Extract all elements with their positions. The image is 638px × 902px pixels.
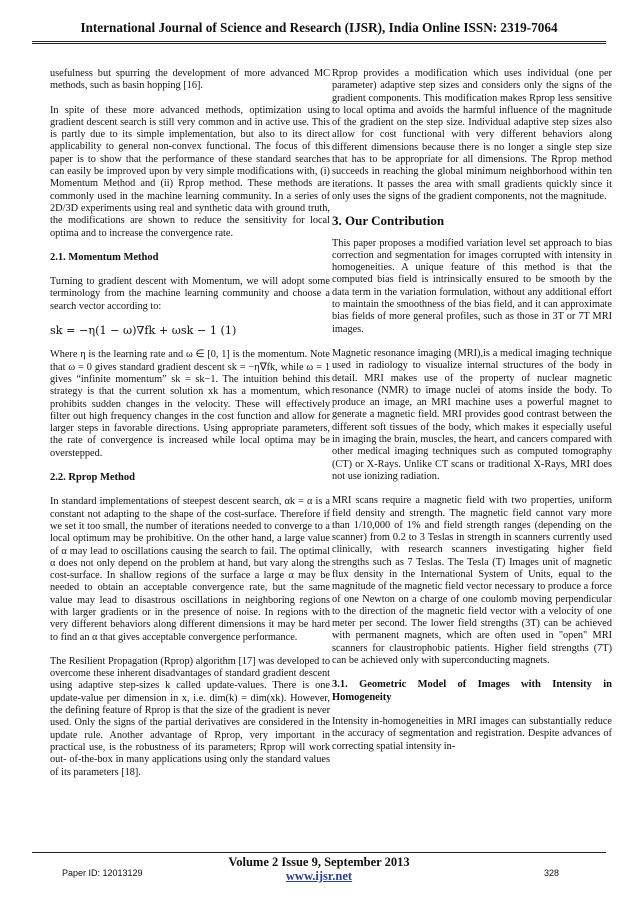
- paragraph: Magnetic resonance imaging (MRI),is a medical imaging technique used in radiology to visualize internal structures of the body in detail. MRI makes use of the property of nuclear magnetic resonance (NMR) to image nuclei of atoms inside the body. To produce an image, an MRI machine uses a powerful magnet to generate a magnetic field. MRI provides good contrast between the different soft tissues of the body, which makes it especially useful in imaging the brain, muscles, the heart, and cancers compared with other medical imaging techniques such as computed tomography (CT) or X-Rays. Unlike CT scans or traditional X-Rays, MRI does not use ionizing radiation.: [332, 347, 612, 482]
- paragraph: MRI scans require a magnetic field with two properties, uniform field density and strength. The magnetic field cannot vary more than 1/10,000 of 1% and field strength ranges (depending on the scanner) from 0.2 to 3 Teslas in strength in scanners currently used clinically, with research scanners investigating higher field strengths such as 7 Teslas. The Tesla (T) Images unit of magnetic flux density in the International System of Units, equal to the magnitude of the magnetic field vector necessary to produce a force of one Newton on a charge of one coulomb moving perpendicular to the direction of the magnetic field vector with a velocity of one meter per second. The lower field strengths (3T) can be achieved with permanent magnets, which are often used in "open" MRI scanners for claustrophobic patients. Higher field strengths (7T) can be achieved only with superconducting magnets.: [332, 495, 612, 667]
- section-heading-contribution: 3. Our Contribution: [332, 213, 445, 229]
- left-column: [50, 68, 330, 791]
- section-heading-rprop: 2.2. Rprop Method: [50, 472, 135, 484]
- footer-rule: [32, 852, 606, 853]
- equation-1: sk = −η(1 − ω)∇fk + ωsk − 1 (1): [50, 324, 237, 338]
- journal-header: International Journal of Science and Research (IJSR), India Online ISSN: 2319-7064: [80, 20, 558, 35]
- paragraph: The Resilient Propagation (Rprop) algorithm [17] was developed to overcome these inherent disadvantages of standard gradient descent using adaptive step-sizes k called update-values. There is one update-value per dimension in x, i.e. dim(k) = dim(xk). However, the defining feature of Rprop is that the size of the gradient is never used. Only the signs of the partial derivatives are considered in the update rule. Another advantage of Rprop, very important in practical use, is the robustness of its parameters; Rprop will work out- of-the-box in many applications using only the standard values of its parameters [18].: [50, 655, 330, 778]
- paragraph: In standard implementations of steepest descent search, αk = α is a constant not adapting to the shape of the cost-surface. Therefore if we set it too small, the number of iterations needed to converge to a local optimum may be prohibitive. On the other hand, a large value of α may lead to oscillations causing the search to fail. The optimal α does not only depend on the problem at hand, but vary along the cost-surface. In shallow regions of the surface a large α may be needed to obtain an acceptable convergence rate, but the same value may lead to disastrous oscillations in neighboring regions with larger gradients or in the presence of noise. In regions with very different behaviors along different dimensions it may be hard to find an α that gives acceptable convergence performance.: [50, 496, 330, 643]
- paragraph: In spite of these more advanced methods, optimization using gradient descent search is still very common and in active use. This is partly due to its simple implementation, but also to its direct applicability to general non-convex functional. The focus of this paper is to show that the performance of these standard searches can easily be improved upon by very simple modifications with, (i) Momentum Method and (ii) Rprop method. These methods are commonly used in the machine learning community. In a series of 2D/3D experiments using real and synthetic data with ground truth, the modifications are shown to reduce the sensitivity for local optima and to increase the convergence rate.: [50, 104, 330, 239]
- paragraph: Intensity in-homogeneities in MRI images can substantially reduce the accuracy of segmentation and registration. Despite advances of correcting spatial intensity in-: [332, 715, 612, 752]
- section-heading-geometric-model: 3.1. Geometric Model of Images with Intensity in Homogeneity: [332, 679, 612, 703]
- right-column: [332, 68, 612, 765]
- paragraph: Where η is the learning rate and ω ∈ [0, 1] is the momentum. Note that ω = 0 gives standard gradient descent sk = −η∇fk, while ω = 1 gives “infinite momentum” sk = sk−1. The intuition behind this strategy is that the current solution xk has a momentum, which prohibits sudden changes in the velocity. These will effectively filter out high frequency changes in the cost function and allow for larger steps in favorable directions. Using appropriate parameters, the rate of convergence is increased while local optima may be overstepped.: [50, 349, 330, 459]
- paragraph: usefulness but spurring the development of more advanced MC methods, such as basin hopping [16].: [50, 68, 330, 92]
- paragraph: Rprop provides a modification which uses individual (one per parameter) adaptive step sizes and considers only the signs of the gradient components. This modification makes Rprop less sensitive to local optima and avoids the harmful influence of the magnitude of the gradient on the step size. Individual adaptive step sizes also allow for cost functional with very different behaviors along different dimensions because there is no longer a single step size that has to be appropriate for all dimensions. The Rprop method succeeds in reaching the global minimum neighborhood within ten iterations. It passes the area with small gradients quickly since it only uses the signs of the gradient components, not the magnitude.: [332, 68, 612, 202]
- paragraph: This paper proposes a modified variation level set approach to bias correction and segmentation for images corrupted with intensity in homogeneities. A unique feature of this method is that the computed bias field is intrinsically ensured to be smooth by the data term in the variation formulation, without any additional effort to maintain the smoothness of the bias field, and it can approximate bias fields of more general profiles, such as those in 3T or 7T MRI images.: [332, 237, 612, 335]
- section-heading-momentum: 2.1. Momentum Method: [50, 251, 159, 263]
- footer-website-link[interactable]: www.ijsr.net: [285, 869, 353, 883]
- footer-volume: Volume 2 Issue 9, September 2013: [228, 855, 410, 869]
- paragraph: Turning to gradient descent with Momentum, we will adopt some terminology from the machine learning community and choose a search vector according to:: [50, 276, 330, 312]
- footer-page-number: 328: [544, 868, 560, 878]
- footer-paper-id: Paper ID: 12013129: [62, 868, 143, 878]
- header-rule: [32, 41, 606, 44]
